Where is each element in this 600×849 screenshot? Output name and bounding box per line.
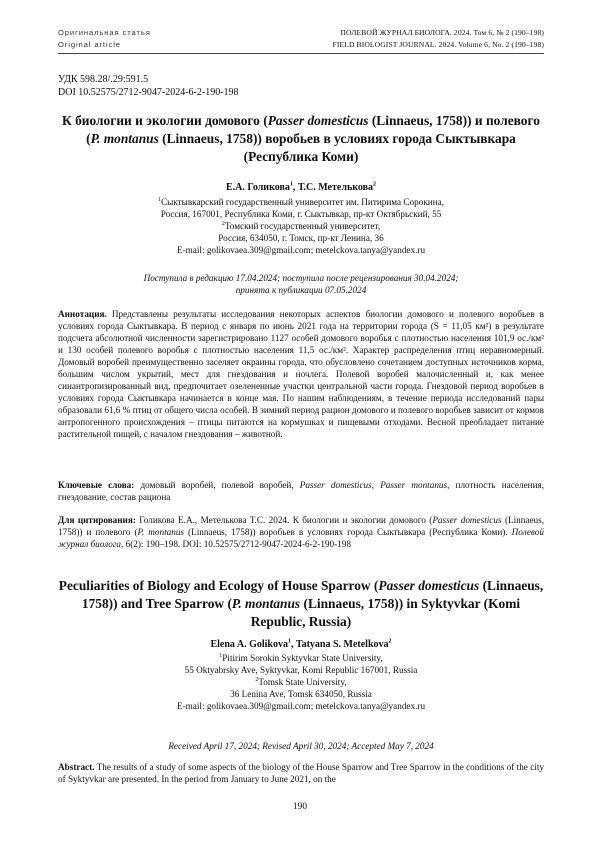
- keywords-ru: [58, 479, 544, 503]
- page-number: 190: [292, 802, 308, 812]
- header-divider: [58, 53, 544, 54]
- keywords-text: домовый воробей, полевой воробей,: [134, 480, 300, 490]
- affiliations-en: $^1$Pitirim Sorokin Syktyvkar State University, 55 Oktyabrsky Ave, Syktyvkar, Komi Republic 167001, Russia $^2$Tomsk State University, 36 Lenina Ave, Tomsk 634050, Russia E-mail: golikovaea.309@gmail.com; metelckova.tanya@yandex.ru: [58, 652, 544, 712]
- species-name: Passer domesticus: [267, 113, 369, 128]
- title-ru: [58, 112, 544, 166]
- keywords-text: ,: [371, 480, 381, 490]
- species-name: P. montanus: [231, 596, 301, 611]
- species-name: P. montanus: [137, 527, 185, 537]
- citation-ru: [58, 514, 544, 550]
- citation-label: Для цитирования:: [58, 515, 136, 525]
- title-en: [58, 577, 544, 631]
- author-name: Tatyana S. Metelkova: [295, 639, 389, 650]
- author-name: Т.С. Метелькова: [297, 182, 374, 193]
- article-type-header: [58, 27, 151, 50]
- title-ru-part: (Linnaeus, 1758)) воробьев в условиях города Сыктывкара (Республика Коми): [158, 131, 516, 164]
- article-type-en: Original article: [58, 39, 121, 49]
- authors-ru: Е.А. Голикова$^1$, Т.С. Метелькова$^2$: [225, 181, 377, 193]
- keywords-label: Ключевые слова:: [58, 480, 135, 490]
- affiliation-line: Pitirim Sorokin Syktyvkar State University,: [222, 653, 383, 663]
- species-name: Passer domesticus: [432, 515, 502, 525]
- species-name: Passer montanus: [380, 480, 448, 490]
- citation-text: Голикова Е.А., Метелькова Т.С. 2024. К биологии и экологии домового (: [135, 515, 433, 525]
- email-contacts[interactable]: E-mail: golikovaea.309@gmail.com; metelckova.tanya@yandex.ru: [176, 245, 426, 255]
- abstract-ru: [58, 308, 544, 440]
- received-dates: Поступила в редакцию 17.04.2024; поступила после рецензирования 30.04.2024;: [143, 273, 459, 283]
- species-name: Passer domesticus: [378, 578, 480, 593]
- citation-text: (Linnaeus, 1758)) и полевого (: [58, 515, 544, 537]
- article-meta: [58, 73, 239, 99]
- title-en-part: (Linnaeus, 1758)) in Syktyvkar (Komi Republic, Russia): [250, 596, 521, 629]
- udc-code: УДК 598.28/.29:591.5: [58, 74, 149, 85]
- abstract-en: [58, 761, 544, 785]
- keywords-text: , плотность населения, гнездование, состав рациона: [58, 480, 545, 502]
- dates-en: Received April 17, 2024; Revised April 30, 2024; Accepted May 7, 2024: [168, 741, 434, 751]
- species-name: Passer domesticus: [299, 480, 372, 490]
- abstract-label: Abstract.: [58, 762, 95, 772]
- affiliation-address: Россия, 634050, г. Томск, пр-кт Ленина, 36: [218, 233, 384, 243]
- abstract-text: Представлены результаты исследования некоторых аспектов биологии домового и полевого воробьев в условиях города Сыктывкара. В период с января по июнь 2021 года на территории города (S = 11,05 км²) в результате подсчета абсолютной численности зарегистрировано 1127 особей домового воробья с плотностью населения 101,9 ос./км² и 130 особей полевого воробья с плотностью населения 11,5 ос./км². Характер распределения птиц неравномерный. Домовый воробей преимущественно заселяет окраины города, что обусловлено сочетанием доступных источников корма, большим числом укрытий, мест для гнездования и ночлега. Полевой воробей малочисленный и, как менее синантропизированный вид, предпочитает озелененные участки центральной части города. Гнездовой период воробьев в условиях города Сыктывкара начинается в конце мая. По нашим наблюдениям, в течение периода исследований пары образовали 61,6 % птиц от общего числа особей. В зимний период рацион домового и полевого воробьев зависит от кормов антропогенного происхождения – птицы питаются на кормушках и пищевыми отходами. Весной преобладает питание растительной пищей, с началом гнездования – животной.: [58, 309, 545, 439]
- title-ru-part: (Linnaeus, 1758)) и полевого (: [86, 113, 540, 146]
- abstract-label: Аннотация.: [58, 309, 107, 319]
- dates-ru: [58, 272, 544, 296]
- authors-en: Elena A. Golikova$^1$, Tatyana S. Metelkova$^2$: [210, 638, 392, 650]
- journal-name-en: FIELD BIOLOGIST JOURNAL. 2024. Volume 6, No. 2 (190–198): [332, 39, 544, 49]
- title-ru-part: К биологии и экологии домового (: [62, 113, 268, 128]
- affiliation-line: Сыктывкарский государственный университет им. Питирима Сорокина,: [161, 197, 444, 207]
- affiliation-address: Россия, 167001, Республика Коми, г. Сыктывкар, пр-кт Октябрьский, 55: [160, 209, 442, 219]
- title-en-part: (Linnaeus, 1758)) and Tree Sparrow (: [81, 578, 544, 611]
- abstract-text: The results of a study of some aspects of the biology of the House Sparrow and Tree Sparrow in the conditions of the city of Syktyvkar are presented. In the period from January to June 2021, on the: [58, 762, 544, 784]
- doi-link[interactable]: DOI 10.52575/2712-9047-2024-6-2-190-198: [58, 87, 239, 98]
- journal-name: Полевой журнал биолога: [58, 527, 544, 549]
- citation-text: , 6(2): 190–198. DOI: 10.52575/2712-9047-2024-6-2-190-198: [121, 539, 351, 549]
- journal-header: [333, 27, 544, 50]
- author-name: Е.А. Голикова: [225, 182, 290, 193]
- affiliation-line: Tomsk State University,: [258, 677, 347, 687]
- species-name: P. montanus: [90, 131, 159, 146]
- affiliation-address: 36 Lenina Ave, Tomsk 634050, Russia: [230, 689, 372, 699]
- author-name: Elena A. Golikova: [210, 639, 288, 650]
- citation-text: (Linnaeus, 1758)) воробьев в условиях города Сыктывкара (Республика Коми).: [184, 527, 512, 537]
- journal-name-ru: ПОЛЕВОЙ ЖУРНАЛ БИОЛОГА. 2024. Том 6, № 2 (190–198): [340, 28, 544, 37]
- affiliations-ru: $^1$Сыктывкарский государственный университет им. Питирима Сорокина, Россия, 167001, Республика Коми, г. Сыктывкар, пр-кт Октябрьский, 55 $^2$Томский государственный университет, Россия, 634050, г. Томск, пр-кт Ленина, 36 E-mail: golikovaea.309@gmail.com; metelckova.tanya@yandex.ru: [58, 196, 544, 256]
- email-contacts[interactable]: E-mail: golikovaea.309@gmail.com; metelckova.tanya@yandex.ru: [176, 701, 426, 711]
- affiliation-address: 55 Oktyabrsky Ave, Syktyvkar, Komi Republic 167001, Russia: [184, 665, 418, 675]
- title-en-part: Peculiarities of Biology and Ecology of House Sparrow (: [58, 578, 379, 593]
- accepted-date: принята к публикации 07.05.2024: [235, 285, 367, 295]
- affiliation-line: Томский государственный университет,: [224, 221, 381, 231]
- article-type-ru: Оригинальная статья: [58, 28, 151, 37]
